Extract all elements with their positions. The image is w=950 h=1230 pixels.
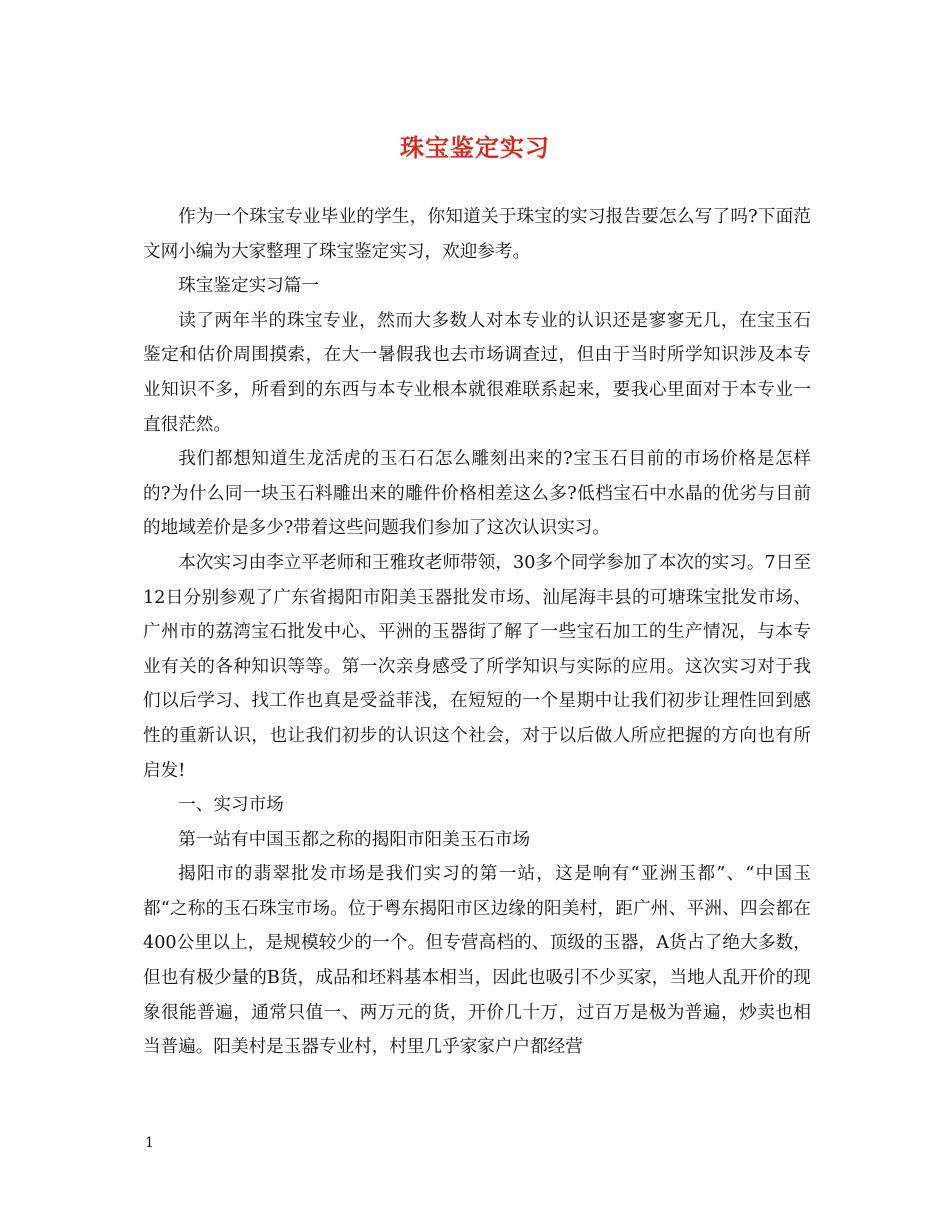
section-heading-internship-market: 一、实习市场 bbox=[178, 795, 284, 816]
subheading-first-stop: 第一站有中国玉都之称的揭阳市阳美玉石市场 bbox=[178, 829, 531, 850]
paragraph-internship-overview: 本次实习由李立平老师和王雅玫老师带领，30多个同学参加了本次的实习。7日至12日分别参观了广东省揭阳市阳美玉器批发市场、汕尾海丰县的可塘珠宝批发市场、广州市的荔湾宝石批发中心、平洲的玉器街了解了一些宝石加工的生产情况，与本专业有关的各种知识等等。第一次亲身感受了所学知识与实际的应用。这次实习对于我们以后学习、找工作也真是受益菲浅，在短短的一个星期中让我们初步让理性回到感性的重新认识，也让我们初步的认识这个社会，对于以后做人所应把握的方向也有所启发! bbox=[143, 552, 811, 781]
paragraph-intro: 作为一个珠宝专业毕业的学生，你知道关于珠宝的实习报告要怎么写了吗?下面范文网小编为大家整理了珠宝鉴定实习，欢迎参考。 bbox=[143, 207, 811, 262]
paragraph-jieyang-market: 揭阳市的翡翠批发市场是我们实习的第一站，这是响有“亚洲玉都”、“中国玉都“之称的玉石珠宝市场。位于粤东揭阳市区边缘的阳美村，距广州、平洲、四会都在400公里以上，是规模较少的一个。但专营高档的、顶级的玉器，A货占了绝大多数，但也有极少量的B货，成品和坯料基本相当，因此也吸引不少买家，当地人乱开价的现象很能普遍，通常只值一、两万元的货，开价几十万，过百万是极为普遍，炒卖也相当普遍。阳美村是玉器专业村，村里几乎家家户户都经营 bbox=[143, 864, 811, 1058]
paragraph-background: 读了两年半的珠宝专业，然而大多数人对本专业的认识还是寥寥无几，在宝玉石鉴定和估价周围摸索，在大一暑假我也去市场调查过，但由于当时所学知识涉及本专业知识不多，所看到的东西与本专业根本就很难联系起来，要我心里面对于本专业一直很茫然。 bbox=[143, 310, 811, 435]
section-heading-part-one: 珠宝鉴定实习篇一 bbox=[178, 276, 319, 297]
page-number: 1 bbox=[145, 1135, 154, 1151]
paragraph-questions: 我们都想知道生龙活虎的玉石石怎么雕刻出来的?宝玉石目前的市场价格是怎样的?为什么同一块玉石料雕出来的雕件价格相差这么多?低档宝石中水晶的优劣与目前的地域差价是多少?带着这些问题我们参加了这次认识实习。 bbox=[143, 449, 811, 539]
document-title: 珠宝鉴定实习 bbox=[400, 133, 550, 162]
document-body bbox=[143, 200, 811, 1065]
